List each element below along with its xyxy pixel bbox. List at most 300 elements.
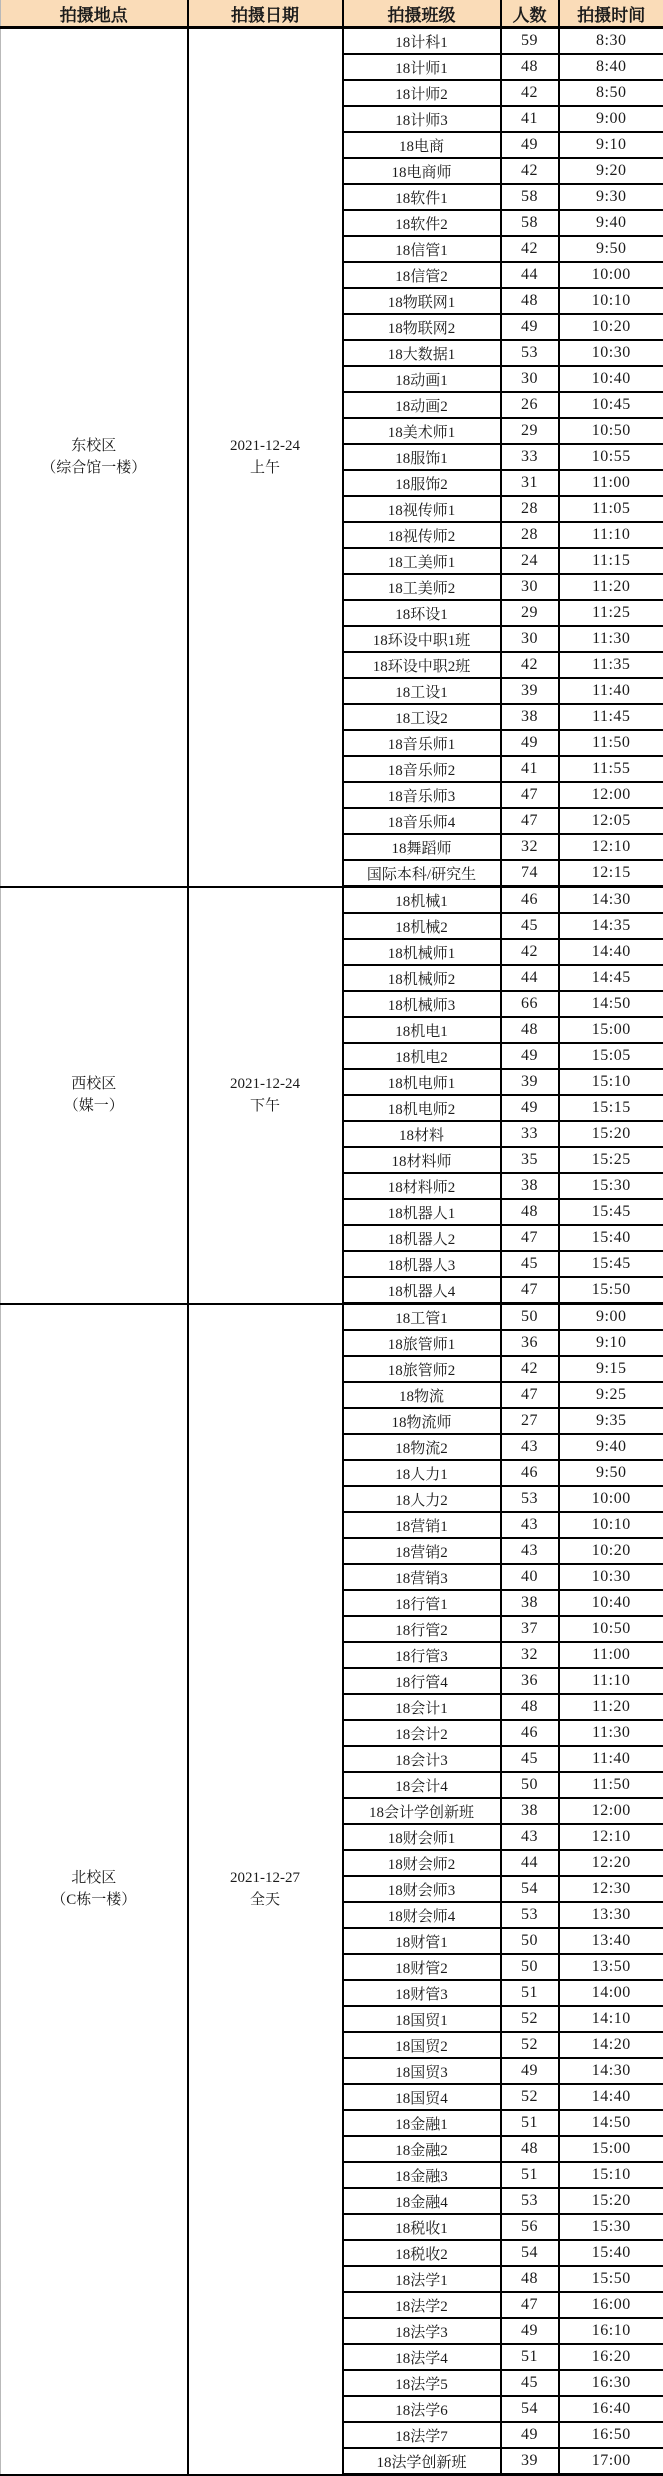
class-cell: 18音乐师1 xyxy=(343,730,501,756)
count-cell: 46 xyxy=(501,1720,559,1746)
class-cell: 18物流2 xyxy=(343,1434,501,1460)
count-cell: 50 xyxy=(501,1772,559,1798)
class-cell: 18会计4 xyxy=(343,1772,501,1798)
time-cell: 15:10 xyxy=(559,1069,663,1095)
count-cell: 47 xyxy=(501,1382,559,1408)
count-cell: 44 xyxy=(501,1850,559,1876)
count-cell: 42 xyxy=(501,236,559,262)
count-cell: 36 xyxy=(501,1668,559,1694)
date-period: 上午 xyxy=(189,457,342,480)
location-name: 东校区 xyxy=(1,435,187,458)
date-value: 2021-12-24 xyxy=(189,1073,342,1096)
count-cell: 39 xyxy=(501,1069,559,1095)
class-cell: 18财会师3 xyxy=(343,1876,501,1902)
class-cell: 18软件1 xyxy=(343,184,501,210)
class-cell: 18金融1 xyxy=(343,2110,501,2136)
time-cell: 15:10 xyxy=(559,2162,663,2188)
count-cell: 28 xyxy=(501,522,559,548)
count-cell: 51 xyxy=(501,2110,559,2136)
time-cell: 9:25 xyxy=(559,1382,663,1408)
time-cell: 15:50 xyxy=(559,1277,663,1304)
count-cell: 38 xyxy=(501,1798,559,1824)
time-cell: 10:10 xyxy=(559,1512,663,1538)
class-cell: 18财会师1 xyxy=(343,1824,501,1850)
class-cell: 18大数据1 xyxy=(343,340,501,366)
date-cell xyxy=(188,1304,343,2475)
class-cell: 18物联网1 xyxy=(343,288,501,314)
class-cell: 18行管3 xyxy=(343,1642,501,1668)
location-sub: （C栋一楼） xyxy=(1,1889,187,1912)
count-cell: 38 xyxy=(501,704,559,730)
class-cell: 18行管2 xyxy=(343,1616,501,1642)
class-cell: 18动画2 xyxy=(343,392,501,418)
count-cell: 32 xyxy=(501,834,559,860)
time-cell: 11:50 xyxy=(559,730,663,756)
count-cell: 45 xyxy=(501,913,559,939)
class-cell: 18会计1 xyxy=(343,1694,501,1720)
count-cell: 36 xyxy=(501,1330,559,1356)
class-cell: 18工美师2 xyxy=(343,574,501,600)
class-cell: 18税收2 xyxy=(343,2240,501,2266)
time-cell: 9:35 xyxy=(559,1408,663,1434)
count-cell: 42 xyxy=(501,80,559,106)
time-cell: 11:20 xyxy=(559,1694,663,1720)
time-cell: 9:10 xyxy=(559,1330,663,1356)
count-cell: 53 xyxy=(501,2188,559,2214)
table-row xyxy=(1,1304,663,1331)
class-cell: 18人力1 xyxy=(343,1460,501,1486)
class-cell: 18音乐师4 xyxy=(343,808,501,834)
count-cell: 46 xyxy=(501,887,559,914)
class-cell: 18金融4 xyxy=(343,2188,501,2214)
count-cell: 43 xyxy=(501,1538,559,1564)
count-cell: 53 xyxy=(501,340,559,366)
time-cell: 9:50 xyxy=(559,236,663,262)
class-cell: 18机电师1 xyxy=(343,1069,501,1095)
class-cell: 18动画1 xyxy=(343,366,501,392)
class-cell: 18电商 xyxy=(343,132,501,158)
class-cell: 18财管3 xyxy=(343,1980,501,2006)
time-cell: 10:30 xyxy=(559,340,663,366)
time-cell: 15:20 xyxy=(559,2188,663,2214)
time-cell: 16:10 xyxy=(559,2318,663,2344)
time-cell: 17:00 xyxy=(559,2448,663,2475)
header-time: 拍摄时间 xyxy=(559,0,663,28)
time-cell: 9:00 xyxy=(559,106,663,132)
count-cell: 58 xyxy=(501,210,559,236)
count-cell: 39 xyxy=(501,2448,559,2475)
count-cell: 44 xyxy=(501,262,559,288)
time-cell: 15:45 xyxy=(559,1199,663,1225)
time-cell: 15:50 xyxy=(559,2266,663,2292)
class-cell: 18法学2 xyxy=(343,2292,501,2318)
time-cell: 10:30 xyxy=(559,1564,663,1590)
count-cell: 46 xyxy=(501,1460,559,1486)
time-cell: 15:00 xyxy=(559,2136,663,2162)
class-cell: 18物流 xyxy=(343,1382,501,1408)
time-cell: 8:40 xyxy=(559,54,663,80)
time-cell: 15:00 xyxy=(559,1017,663,1043)
time-cell: 16:50 xyxy=(559,2422,663,2448)
class-cell: 18旅管师2 xyxy=(343,1356,501,1382)
class-cell: 18美术师1 xyxy=(343,418,501,444)
class-cell: 18机械师1 xyxy=(343,939,501,965)
time-cell: 10:40 xyxy=(559,366,663,392)
time-cell: 15:30 xyxy=(559,2214,663,2240)
count-cell: 41 xyxy=(501,756,559,782)
location-name: 北校区 xyxy=(1,1867,187,1890)
count-cell: 51 xyxy=(501,1980,559,2006)
time-cell: 9:30 xyxy=(559,184,663,210)
count-cell: 42 xyxy=(501,939,559,965)
class-cell: 18机器人3 xyxy=(343,1251,501,1277)
time-cell: 12:00 xyxy=(559,782,663,808)
count-cell: 54 xyxy=(501,1876,559,1902)
count-cell: 66 xyxy=(501,991,559,1017)
location-sub: （综合馆一楼） xyxy=(1,457,187,480)
time-cell: 14:50 xyxy=(559,991,663,1017)
class-cell: 18法学1 xyxy=(343,2266,501,2292)
time-cell: 12:30 xyxy=(559,1876,663,1902)
count-cell: 58 xyxy=(501,184,559,210)
count-cell: 45 xyxy=(501,1746,559,1772)
class-cell: 18音乐师3 xyxy=(343,782,501,808)
count-cell: 47 xyxy=(501,1225,559,1251)
class-cell: 18金融2 xyxy=(343,2136,501,2162)
time-cell: 9:50 xyxy=(559,1460,663,1486)
count-cell: 48 xyxy=(501,288,559,314)
count-cell: 49 xyxy=(501,2422,559,2448)
time-cell: 11:30 xyxy=(559,626,663,652)
time-cell: 14:30 xyxy=(559,2058,663,2084)
count-cell: 49 xyxy=(501,2058,559,2084)
class-cell: 18环设中职2班 xyxy=(343,652,501,678)
time-cell: 12:00 xyxy=(559,1798,663,1824)
count-cell: 29 xyxy=(501,600,559,626)
class-cell: 18机器人1 xyxy=(343,1199,501,1225)
class-cell: 18营销2 xyxy=(343,1538,501,1564)
count-cell: 47 xyxy=(501,1277,559,1304)
class-cell: 18行管4 xyxy=(343,1668,501,1694)
class-cell: 18国贸3 xyxy=(343,2058,501,2084)
time-cell: 13:50 xyxy=(559,1954,663,1980)
header-count: 人数 xyxy=(501,0,559,28)
time-cell: 15:40 xyxy=(559,2240,663,2266)
class-cell: 18工管1 xyxy=(343,1304,501,1331)
class-cell: 18音乐师2 xyxy=(343,756,501,782)
class-cell: 18工美师1 xyxy=(343,548,501,574)
date-cell xyxy=(188,887,343,1304)
class-cell: 18会计2 xyxy=(343,1720,501,1746)
class-cell: 18法学3 xyxy=(343,2318,501,2344)
time-cell: 15:20 xyxy=(559,1121,663,1147)
schedule-table-body xyxy=(1,28,663,2475)
class-cell: 18机器人2 xyxy=(343,1225,501,1251)
time-cell: 12:20 xyxy=(559,1850,663,1876)
class-cell: 18财管1 xyxy=(343,1928,501,1954)
count-cell: 41 xyxy=(501,106,559,132)
time-cell: 11:40 xyxy=(559,678,663,704)
time-cell: 11:40 xyxy=(559,1746,663,1772)
count-cell: 45 xyxy=(501,2370,559,2396)
count-cell: 45 xyxy=(501,1251,559,1277)
class-cell: 18法学5 xyxy=(343,2370,501,2396)
count-cell: 47 xyxy=(501,782,559,808)
time-cell: 12:10 xyxy=(559,834,663,860)
class-cell: 18电商师 xyxy=(343,158,501,184)
time-cell: 13:30 xyxy=(559,1902,663,1928)
time-cell: 10:10 xyxy=(559,288,663,314)
time-cell: 14:40 xyxy=(559,2084,663,2110)
location-sub: （媒一） xyxy=(1,1095,187,1118)
class-cell: 18服饰1 xyxy=(343,444,501,470)
time-cell: 10:00 xyxy=(559,1486,663,1512)
class-cell: 18视传师2 xyxy=(343,522,501,548)
table-row xyxy=(1,28,663,55)
time-cell: 15:15 xyxy=(559,1095,663,1121)
count-cell: 38 xyxy=(501,1173,559,1199)
count-cell: 35 xyxy=(501,1147,559,1173)
location-cell xyxy=(1,28,188,887)
count-cell: 52 xyxy=(501,2084,559,2110)
count-cell: 33 xyxy=(501,444,559,470)
header-date: 拍摄日期 xyxy=(188,0,343,28)
class-cell: 18旅管师1 xyxy=(343,1330,501,1356)
class-cell: 18工设1 xyxy=(343,678,501,704)
count-cell: 54 xyxy=(501,2240,559,2266)
class-cell: 18会计3 xyxy=(343,1746,501,1772)
time-cell: 13:40 xyxy=(559,1928,663,1954)
count-cell: 48 xyxy=(501,1694,559,1720)
header-location: 拍摄地点 xyxy=(1,0,188,28)
count-cell: 52 xyxy=(501,2032,559,2058)
count-cell: 26 xyxy=(501,392,559,418)
count-cell: 38 xyxy=(501,1590,559,1616)
class-cell: 18服饰2 xyxy=(343,470,501,496)
time-cell: 11:25 xyxy=(559,600,663,626)
class-cell: 18法学创新班 xyxy=(343,2448,501,2475)
count-cell: 33 xyxy=(501,1121,559,1147)
time-cell: 15:25 xyxy=(559,1147,663,1173)
class-cell: 18法学7 xyxy=(343,2422,501,2448)
count-cell: 43 xyxy=(501,1824,559,1850)
count-cell: 47 xyxy=(501,808,559,834)
time-cell: 12:10 xyxy=(559,1824,663,1850)
count-cell: 54 xyxy=(501,2396,559,2422)
count-cell: 31 xyxy=(501,470,559,496)
class-cell: 18材料师2 xyxy=(343,1173,501,1199)
count-cell: 30 xyxy=(501,626,559,652)
count-cell: 37 xyxy=(501,1616,559,1642)
count-cell: 39 xyxy=(501,678,559,704)
count-cell: 43 xyxy=(501,1434,559,1460)
class-cell: 18人力2 xyxy=(343,1486,501,1512)
date-period: 下午 xyxy=(189,1095,342,1118)
time-cell: 16:20 xyxy=(559,2344,663,2370)
count-cell: 49 xyxy=(501,314,559,340)
time-cell: 15:05 xyxy=(559,1043,663,1069)
time-cell: 10:55 xyxy=(559,444,663,470)
count-cell: 48 xyxy=(501,54,559,80)
time-cell: 9:00 xyxy=(559,1304,663,1331)
count-cell: 48 xyxy=(501,1199,559,1225)
time-cell: 11:00 xyxy=(559,470,663,496)
count-cell: 53 xyxy=(501,1902,559,1928)
date-value: 2021-12-27 xyxy=(189,1867,342,1890)
time-cell: 8:30 xyxy=(559,28,663,55)
count-cell: 44 xyxy=(501,965,559,991)
class-cell: 18国贸1 xyxy=(343,2006,501,2032)
class-cell: 18国贸4 xyxy=(343,2084,501,2110)
class-cell: 18法学6 xyxy=(343,2396,501,2422)
class-cell: 18信管1 xyxy=(343,236,501,262)
count-cell: 52 xyxy=(501,2006,559,2032)
class-cell: 18计师1 xyxy=(343,54,501,80)
time-cell: 8:50 xyxy=(559,80,663,106)
time-cell: 11:10 xyxy=(559,1668,663,1694)
class-cell: 18物流师 xyxy=(343,1408,501,1434)
count-cell: 51 xyxy=(501,2344,559,2370)
class-cell: 18机械1 xyxy=(343,887,501,914)
header-class: 拍摄班级 xyxy=(343,0,501,28)
class-cell: 18材料师 xyxy=(343,1147,501,1173)
count-cell: 30 xyxy=(501,366,559,392)
time-cell: 12:15 xyxy=(559,860,663,887)
count-cell: 24 xyxy=(501,548,559,574)
count-cell: 53 xyxy=(501,1486,559,1512)
time-cell: 11:10 xyxy=(559,522,663,548)
time-cell: 10:50 xyxy=(559,1616,663,1642)
time-cell: 10:20 xyxy=(559,1538,663,1564)
time-cell: 14:10 xyxy=(559,2006,663,2032)
time-cell: 14:45 xyxy=(559,965,663,991)
class-cell: 18营销3 xyxy=(343,1564,501,1590)
count-cell: 49 xyxy=(501,730,559,756)
count-cell: 51 xyxy=(501,2162,559,2188)
time-cell: 14:00 xyxy=(559,1980,663,2006)
time-cell: 10:40 xyxy=(559,1590,663,1616)
time-cell: 10:00 xyxy=(559,262,663,288)
count-cell: 43 xyxy=(501,1512,559,1538)
count-cell: 48 xyxy=(501,2266,559,2292)
class-cell: 国际本科/研究生 xyxy=(343,860,501,887)
time-cell: 15:40 xyxy=(559,1225,663,1251)
class-cell: 18软件2 xyxy=(343,210,501,236)
header-row xyxy=(1,0,663,28)
class-cell: 18财会师4 xyxy=(343,1902,501,1928)
time-cell: 16:30 xyxy=(559,2370,663,2396)
class-cell: 18法学4 xyxy=(343,2344,501,2370)
count-cell: 30 xyxy=(501,574,559,600)
time-cell: 9:20 xyxy=(559,158,663,184)
class-cell: 18计科1 xyxy=(343,28,501,55)
table-row xyxy=(1,887,663,914)
class-cell: 18环设1 xyxy=(343,600,501,626)
count-cell: 74 xyxy=(501,860,559,887)
time-cell: 11:20 xyxy=(559,574,663,600)
time-cell: 10:20 xyxy=(559,314,663,340)
count-cell: 32 xyxy=(501,1642,559,1668)
count-cell: 49 xyxy=(501,1095,559,1121)
class-cell: 18财管2 xyxy=(343,1954,501,1980)
location-cell xyxy=(1,1304,188,2475)
time-cell: 11:30 xyxy=(559,1720,663,1746)
class-cell: 18会计学创新班 xyxy=(343,1798,501,1824)
time-cell: 11:15 xyxy=(559,548,663,574)
time-cell: 15:30 xyxy=(559,1173,663,1199)
class-cell: 18国贸2 xyxy=(343,2032,501,2058)
time-cell: 9:10 xyxy=(559,132,663,158)
class-cell: 18机电1 xyxy=(343,1017,501,1043)
count-cell: 28 xyxy=(501,496,559,522)
class-cell: 18计师2 xyxy=(343,80,501,106)
time-cell: 11:45 xyxy=(559,704,663,730)
class-cell: 18物联网2 xyxy=(343,314,501,340)
class-cell: 18营销1 xyxy=(343,1512,501,1538)
count-cell: 48 xyxy=(501,2136,559,2162)
count-cell: 40 xyxy=(501,1564,559,1590)
count-cell: 27 xyxy=(501,1408,559,1434)
count-cell: 50 xyxy=(501,1304,559,1331)
class-cell: 18行管1 xyxy=(343,1590,501,1616)
time-cell: 9:40 xyxy=(559,210,663,236)
count-cell: 49 xyxy=(501,2318,559,2344)
class-cell: 18计师3 xyxy=(343,106,501,132)
count-cell: 42 xyxy=(501,158,559,184)
time-cell: 9:15 xyxy=(559,1356,663,1382)
class-cell: 18材料 xyxy=(343,1121,501,1147)
time-cell: 11:00 xyxy=(559,1642,663,1668)
date-period: 全天 xyxy=(189,1889,342,1912)
location-name: 西校区 xyxy=(1,1073,187,1096)
date-cell xyxy=(188,28,343,887)
class-cell: 18机器人4 xyxy=(343,1277,501,1304)
class-cell: 18机械师3 xyxy=(343,991,501,1017)
count-cell: 49 xyxy=(501,1043,559,1069)
class-cell: 18机械2 xyxy=(343,913,501,939)
time-cell: 14:50 xyxy=(559,2110,663,2136)
count-cell: 50 xyxy=(501,1928,559,1954)
count-cell: 48 xyxy=(501,1017,559,1043)
count-cell: 29 xyxy=(501,418,559,444)
class-cell: 18舞蹈师 xyxy=(343,834,501,860)
class-cell: 18机电2 xyxy=(343,1043,501,1069)
count-cell: 42 xyxy=(501,1356,559,1382)
class-cell: 18财会师2 xyxy=(343,1850,501,1876)
time-cell: 11:05 xyxy=(559,496,663,522)
count-cell: 59 xyxy=(501,28,559,55)
count-cell: 56 xyxy=(501,2214,559,2240)
class-cell: 18信管2 xyxy=(343,262,501,288)
class-cell: 18环设中职1班 xyxy=(343,626,501,652)
class-cell: 18视传师1 xyxy=(343,496,501,522)
time-cell: 11:35 xyxy=(559,652,663,678)
time-cell: 10:45 xyxy=(559,392,663,418)
time-cell: 15:45 xyxy=(559,1251,663,1277)
class-cell: 18机电师2 xyxy=(343,1095,501,1121)
time-cell: 9:40 xyxy=(559,1434,663,1460)
class-cell: 18工设2 xyxy=(343,704,501,730)
date-value: 2021-12-24 xyxy=(189,435,342,458)
time-cell: 11:55 xyxy=(559,756,663,782)
count-cell: 42 xyxy=(501,652,559,678)
time-cell: 16:40 xyxy=(559,2396,663,2422)
time-cell: 14:20 xyxy=(559,2032,663,2058)
time-cell: 14:40 xyxy=(559,939,663,965)
count-cell: 50 xyxy=(501,1954,559,1980)
count-cell: 49 xyxy=(501,132,559,158)
time-cell: 16:00 xyxy=(559,2292,663,2318)
